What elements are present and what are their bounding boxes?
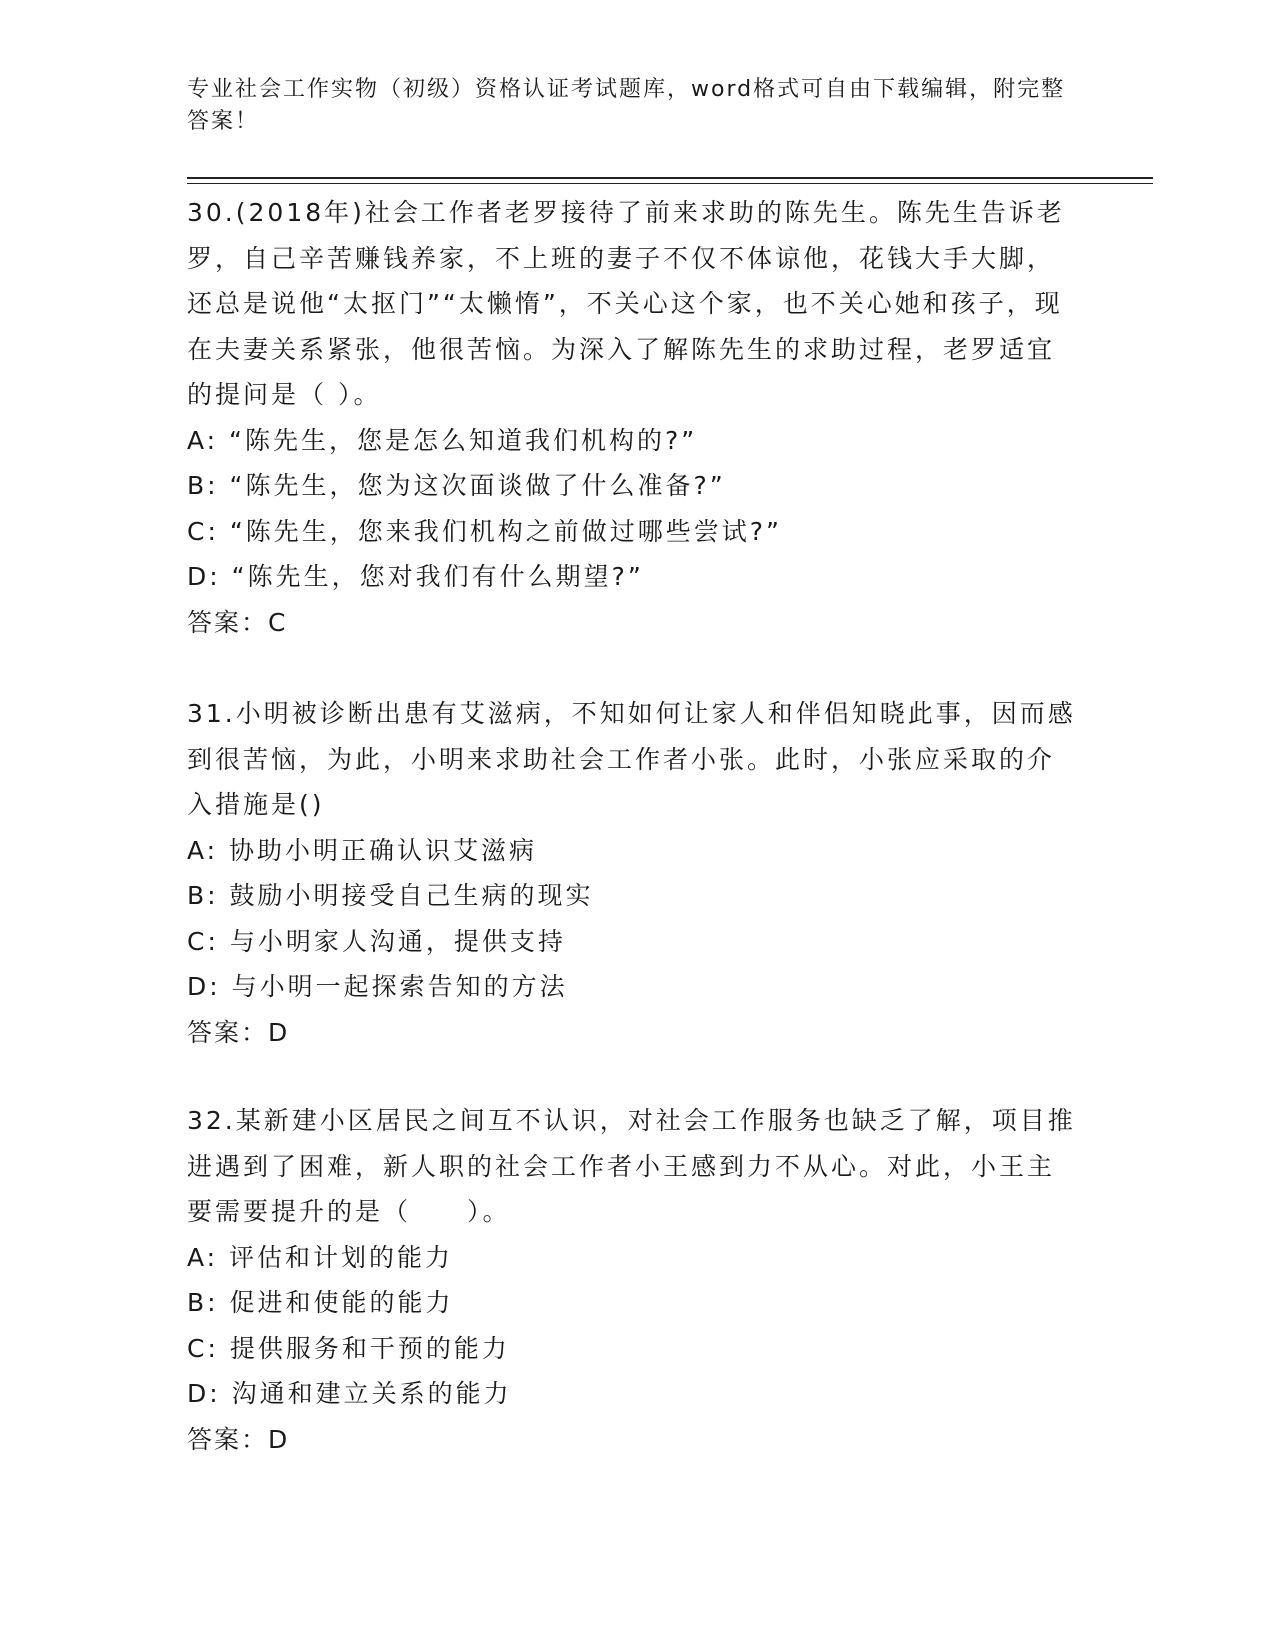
answer-line: 答案：D xyxy=(187,1017,290,1047)
option-b: B: 鼓励小明接受自己生病的现实 xyxy=(187,881,594,910)
option-d: D: 沟通和建立关系的能力 xyxy=(187,1379,512,1408)
answer-line: 答案：C xyxy=(187,607,288,637)
answer-line: 答案：D xyxy=(187,1424,290,1454)
question-stem: 32.某新建小区居民之间互不认识，对社会工作服务也缺乏了解，项目推进遇到了困难，新人职的社会工作者小王感到力不从心。对此，小王主要需要提升的是（ ）。 xyxy=(187,1106,1076,1226)
option-a: A: 协助小明正确认识艾滋病 xyxy=(187,835,538,865)
question-30 xyxy=(187,190,1077,645)
question-32 xyxy=(187,1098,1077,1462)
question-31 xyxy=(187,691,1077,1055)
option-c: C: 与小明家人沟通，提供支持 xyxy=(187,926,566,956)
option-c: C: “陈先生，您来我们机构之前做过哪些尝试?” xyxy=(187,516,782,546)
header-divider-thin xyxy=(187,183,1153,184)
document-header: 专业社会工作实物（初级）资格认证考试题库，word格式可自由下载编辑，附完整答案！ xyxy=(187,77,1066,134)
option-b: B: 促进和使能的能力 xyxy=(187,1288,454,1317)
option-d: D: 与小明一起探索告知的方法 xyxy=(187,972,568,1001)
option-a: A: 评估和计划的能力 xyxy=(187,1242,454,1272)
question-stem: 31.小明被诊断出患有艾滋病，不知如何让家人和伴侣知晓此事，因而感到很苦恼，为此，小明来求助社会工作者小张。此时，小张应采取的介入措施是() xyxy=(187,699,1076,819)
option-c: C: 提供服务和干预的能力 xyxy=(187,1333,510,1363)
option-d: D: “陈先生，您对我们有什么期望?” xyxy=(187,562,644,591)
option-a: A: “陈先生，您是怎么知道我们机构的?” xyxy=(187,425,698,455)
header-divider-thick xyxy=(187,177,1153,179)
question-stem: 30.(2018年)社会工作者老罗接待了前来求助的陈先生。陈先生告诉老罗，自己辛苦赚钱养家，不上班的妻子不仅不体谅他，花钱大手大脚，还总是说他“太抠门”“太懒惰”，不关心这个家，也不关心她和孩子，现在夫妻关系紧张，他很苦恼。为深入了解陈先生的求助过程，老罗适宜的提问是（ ）。 xyxy=(187,198,1065,409)
option-b: B: “陈先生，您为这次面谈做了什么准备?” xyxy=(187,471,726,500)
